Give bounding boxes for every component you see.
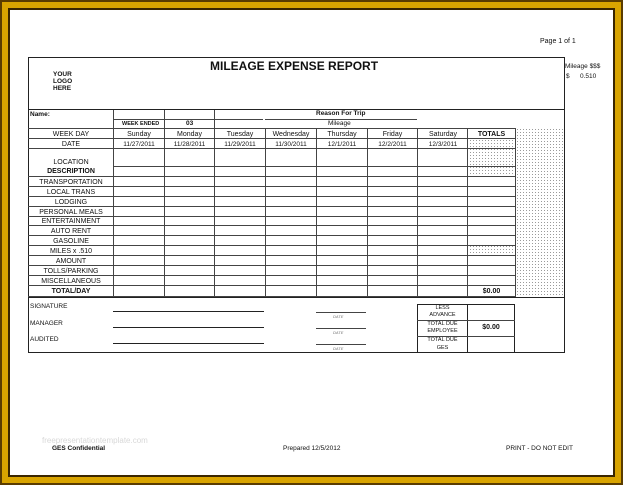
grid-row-line (28, 216, 515, 217)
grid-column-line (417, 128, 418, 297)
form-right-border (564, 57, 565, 353)
reason-for-trip-value: Mileage (328, 120, 351, 127)
row-label-transportation: TRANSPORTATION (39, 179, 103, 186)
week-ended-value: 03 (186, 120, 194, 127)
signature-section-top (28, 297, 565, 298)
less-advance-line-2: ADVANCE (429, 312, 456, 318)
grid-column-line (515, 128, 516, 297)
audited-date-line[interactable] (316, 344, 366, 345)
grid-row-line (28, 225, 515, 226)
totals-box-right (514, 304, 515, 352)
grid-column-line (316, 128, 317, 297)
audited-label: AUDITED (30, 336, 59, 343)
row-label-local-trans: LOCAL TRANS (46, 189, 96, 196)
weekday-label: WEEK DAY (52, 131, 90, 138)
grid-column-line (214, 128, 215, 297)
info-divider-2 (164, 110, 165, 128)
manager-label: MANAGER (30, 320, 63, 327)
form-bottom-border (28, 352, 565, 353)
shaded-miles-cell (469, 245, 515, 255)
manager-date-caption: DATE (333, 330, 344, 335)
day-header: Wednesday (272, 131, 310, 138)
signature-line[interactable] (113, 311, 264, 312)
grid-column-line (164, 128, 165, 297)
date-cell: 11/30/2011 (275, 141, 307, 148)
grid-row-line (28, 206, 515, 207)
grid-column-line (265, 128, 266, 297)
grid-row-line (28, 285, 515, 286)
mileage-rate-label: Mileage $$$ (565, 63, 601, 70)
grid-row-line (28, 255, 515, 256)
page-label: Page 1 of 1 (540, 38, 576, 45)
grid-row-line (113, 166, 515, 167)
audited-date-caption: DATE (333, 346, 344, 351)
date-cell: 11/27/2011 (123, 141, 155, 148)
week-ended-label: WEEK ENDED (122, 121, 160, 127)
row-label-miscellaneous: MISCELLANEOUS (41, 278, 101, 285)
header-bottom-border (28, 109, 565, 110)
manager-signature-line[interactable] (113, 327, 264, 328)
row-label-amount: AMOUNT (55, 258, 87, 265)
manager-date-line[interactable] (316, 328, 366, 329)
date-cell: 11/29/2011 (224, 141, 256, 148)
row-label-lodging: LODGING (54, 199, 88, 206)
shaded-column (516, 128, 564, 298)
grid-row-line (28, 275, 515, 276)
total-day-value: $0.00 (482, 288, 501, 295)
grid-row-line (28, 265, 515, 266)
total-due-employee-line-2: EMPLOYEE (427, 328, 458, 334)
totals-box-top (417, 304, 515, 305)
total-due-value: $0.00 (482, 324, 500, 331)
grid-column-line (367, 128, 368, 297)
name-label: Name: (30, 111, 50, 118)
total-due-employee-line-1: TOTAL DUE (427, 321, 458, 327)
mileage-currency: $ (566, 73, 570, 80)
row-label-personal-meals: PERSONAL MEALS (39, 209, 103, 216)
day-header: Saturday (428, 131, 458, 138)
date-cell: 12/2/2011 (378, 141, 407, 148)
report-title: MILEAGE EXPENSE REPORT (210, 59, 379, 73)
date-cell: 12/1/2011 (327, 141, 357, 148)
header-top-border (28, 57, 565, 58)
day-header: Sunday (127, 131, 151, 138)
row-label-entertainment: ENTERTAINMENT (41, 218, 101, 225)
day-header: Thursday (327, 131, 357, 138)
grid-row-line (28, 176, 515, 177)
form-left-border (28, 57, 29, 353)
grid-row-line (28, 196, 515, 197)
total-due-ges-line-1: TOTAL DUE (427, 337, 458, 343)
audited-signature-line[interactable] (113, 343, 264, 344)
row-label-gasoline: GASOLINE (53, 238, 89, 245)
row-label-tolls-parking: TOLLS/PARKING (43, 268, 99, 275)
footer-print-note: PRINT - DO NOT EDIT (506, 445, 573, 452)
info-divider-1 (113, 110, 114, 128)
footer-prepared-date: Prepared 12/5/2012 (283, 445, 341, 452)
reason-for-trip-label: Reason For Trip (316, 110, 366, 117)
totals-label: TOTALS (477, 131, 506, 138)
grid-column-line (467, 128, 468, 297)
signature-label: SIGNATURE (30, 303, 68, 310)
signature-date-line[interactable] (316, 312, 366, 313)
row-label-auto-rent: AUTO RENT (50, 228, 92, 235)
logo-line-1: YOUR (53, 71, 72, 78)
total-due-ges-line-2: GES (436, 345, 449, 351)
grid-row-line (28, 186, 515, 187)
date-cell: 12/3/2011 (428, 141, 458, 148)
row-label-description: DESCRIPTION (47, 168, 95, 175)
logo-line-3: HERE (53, 85, 72, 92)
mileage-rate-value: 0.510 (580, 73, 597, 80)
grid-row-line (28, 245, 515, 246)
day-header: Friday (382, 131, 403, 138)
grid-row-line (28, 128, 515, 129)
grid-row-line (28, 138, 515, 139)
logo-line-2: LOGO (53, 78, 73, 85)
row-label-location: LOCATION (53, 159, 89, 166)
less-advance-line-1: LESS (435, 305, 450, 311)
date-label: DATE (61, 141, 81, 148)
watermark-text: freepresentationtemplate.com (42, 436, 148, 445)
signature-date-caption: DATE (333, 314, 344, 319)
row-label-total-day: TOTAL/DAY (51, 288, 91, 295)
info-divider-3 (214, 110, 215, 128)
day-header: Tuesday (226, 131, 254, 138)
row-label-miles: MILES x .510 (49, 248, 93, 255)
shaded-totals-cell (469, 139, 515, 177)
date-cell: 11/28/2011 (173, 141, 206, 148)
day-header: Monday (177, 131, 202, 138)
grid-column-line (113, 128, 114, 297)
footer-confidential: GES Confidential (52, 445, 106, 452)
grid-row-line (28, 235, 515, 236)
